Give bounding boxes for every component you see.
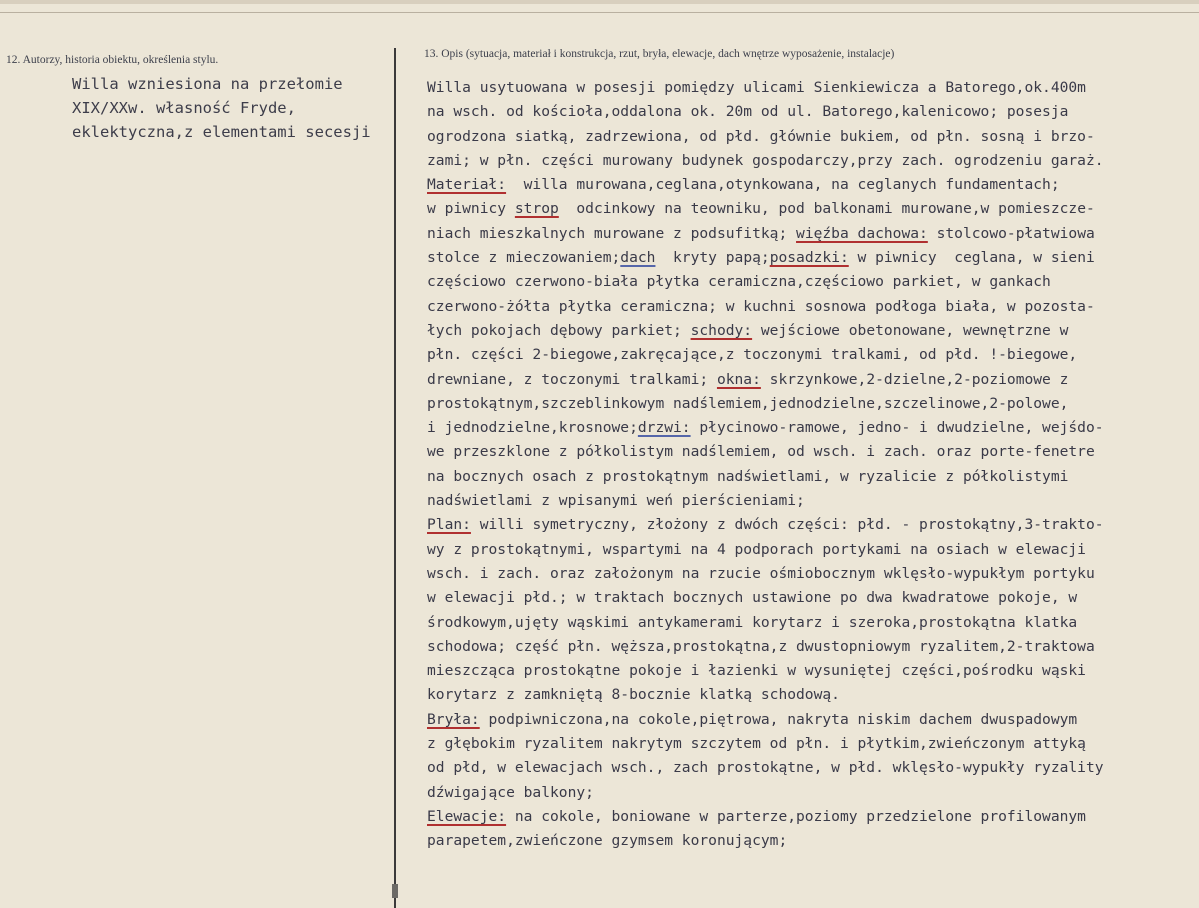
- section-13-header: 13. Opis (sytuacja, materiał i konstrukcja, rzut, bryła, elewacje, dach wnętrze wyposażenie, instalacje): [424, 48, 895, 60]
- desc-line: wy z prostokątnymi, wspartymi na 4 podporach portykami na osiach w elewacji: [427, 540, 1086, 558]
- desc-fragment: płycinowo-ramowe, jedno- i dwudzielne, wejśdo-: [690, 419, 1104, 437]
- keyword-plan: Plan:: [427, 516, 471, 534]
- desc-line: [427, 173, 1197, 197]
- desc-line: schodowa; część płn. węższa,prostokątna,z dwustopniowym ryzalitem,2-traktowa: [427, 637, 1095, 655]
- section-12-header: 12. Autorzy, historia obiektu, określenia stylu.: [6, 54, 219, 66]
- desc-fragment: niach mieszkalnych murowane z podsufitką;: [427, 224, 797, 242]
- desc-fragment: willi symetryczny, złożony z dwóch części: płd. - prostokątny,3-trakto-: [470, 516, 1104, 534]
- keyword-drzwi: drzwi:: [637, 419, 691, 437]
- description-text: [427, 76, 1197, 854]
- desc-line: nadświetlami z wpisanymi weń pierścieniami;: [427, 492, 805, 510]
- desc-line: na wsch. od kościoła,oddalona ok. 20m od ul. Batorego,kalenicowo; posesja: [427, 103, 1069, 121]
- desc-line: płn. części 2-biegowe,zakręcające,z toczonymi tralkami, od płd. !-biegowe,: [427, 346, 1078, 364]
- keyword-strop: strop: [514, 200, 559, 218]
- desc-line: [427, 197, 1197, 221]
- desc-fragment: willa murowana,ceglana,otynkowana, na ceglanych fundamentach;: [506, 176, 1060, 194]
- desc-line: ogrodzona siatką, zadrzewiona, od płd. głównie bukiem, od płn. sosną i brzo-: [427, 127, 1095, 145]
- desc-line: wsch. i zach. oraz założonym na rzucie ośmiobocznym wklęsło-wypukłym portyku: [427, 564, 1095, 582]
- desc-line: Willa usytuowana w posesji pomiędzy ulicami Sienkiewicza a Batorego,ok.400m: [427, 79, 1086, 96]
- desc-fragment: stolcowo-płatwiowa: [927, 224, 1095, 242]
- desc-fragment: wejściowe obetonowane, wewnętrzne w: [752, 321, 1069, 339]
- desc-fragment: i jednodzielne,krosnowe;: [427, 419, 638, 437]
- desc-line: parapetem,zwieńczone gzymsem koronującym;: [427, 832, 788, 850]
- desc-line: zami; w płn. części murowany budynek gospodarczy,przy zach. ogrodzeniu garaż.: [427, 151, 1104, 169]
- desc-fragment: podpiwniczona,na cokole,piętrowa, nakryta niskim dachem dwuspadowym: [479, 710, 1078, 728]
- desc-line: [427, 805, 1197, 829]
- top-rule: [0, 12, 1199, 13]
- desc-line: korytarz z zamkniętą 8-bocznie klatką schodową.: [427, 686, 840, 704]
- desc-line: [427, 246, 1197, 270]
- desc-fragment: drewniane, z toczonymi tralkami;: [427, 370, 717, 388]
- desc-fragment: na cokole, boniowane w parterze,poziomy przedzielone profilowanym: [506, 807, 1086, 825]
- desc-line: częściowo czerwono-biała płytka ceramiczna,częściowo parkiet, w gankach: [427, 273, 1051, 291]
- desc-line: [427, 708, 1197, 732]
- desc-line: od płd, w elewacjach wsch., zach prostokątne, w płd. wklęsło-wypukły ryzality: [427, 759, 1104, 777]
- authors-history-text: [72, 72, 394, 144]
- keyword-dach: dach: [620, 249, 656, 267]
- authors-line: Willa wzniesiona na przełomie: [72, 75, 343, 93]
- desc-fragment: kryty papą;: [655, 249, 770, 267]
- keyword-elewacje: Elewacje:: [427, 807, 507, 825]
- desc-fragment: stolce z mieczowaniem;: [427, 249, 621, 267]
- column-divider: [394, 48, 396, 908]
- desc-line: dźwigające balkony;: [427, 783, 594, 801]
- keyword-wiezba: więźba dachowa:: [796, 224, 928, 242]
- desc-line: czerwono-żółta płytka ceramiczna; w kuchni sosnowa podłoga biała, w pozosta-: [427, 297, 1095, 315]
- desc-fragment: w piwnicy: [427, 200, 515, 218]
- desc-fragment: w piwnicy ceglana, w sieni: [848, 249, 1095, 267]
- desc-line: [427, 222, 1197, 246]
- desc-fragment: skrzynkowe,2-dzielne,2-poziomowe z: [760, 370, 1069, 388]
- divider-mark: [392, 884, 398, 898]
- desc-line: prostokątnym,szczeblinkowym nadślemiem,jednodzielne,szczelinowe,2-polowe,: [427, 394, 1069, 412]
- keyword-posadzki: posadzki:: [769, 249, 849, 267]
- keyword-okna: okna:: [716, 370, 761, 388]
- desc-fragment: odcinkowy na teowniku, pod balkonami murowane,w pomieszcze-: [558, 200, 1095, 218]
- desc-line: na bocznych osach z prostokątnym nadświetlami, w ryzalicie z półkolistymi: [427, 467, 1069, 485]
- desc-line: mieszcząca prostokątne pokoje i łazienki w wysuniętej części,pośrodku wąski: [427, 662, 1086, 680]
- authors-line: eklektyczna,z elementami secesji: [72, 123, 371, 141]
- desc-line: z głębokim ryzalitem nakrytym szczytem od płn. i płytkim,zwieńczonym attyką: [427, 735, 1086, 753]
- desc-line: [427, 319, 1197, 343]
- keyword-schody: schody:: [690, 321, 753, 339]
- desc-line: [427, 368, 1197, 392]
- authors-line: XIX/XXw. własność Fryde,: [72, 99, 296, 117]
- desc-fragment: łych pokojach dębowy parkiet;: [427, 321, 691, 339]
- keyword-bryla: Bryła:: [427, 710, 480, 728]
- desc-line: we przeszklone z półkolistym nadślemiem, od wsch. i zach. oraz porte-fenetre: [427, 443, 1095, 461]
- desc-line: [427, 513, 1197, 537]
- desc-line: [427, 416, 1197, 440]
- desc-line: w elewacji płd.; w traktach bocznych ustawione po dwa kwadratowe pokoje, w: [427, 589, 1078, 607]
- keyword-material: Materiał:: [427, 176, 507, 194]
- desc-line: środkowym,ujęty wąskimi antykamerami korytarz i szeroka,prostokątna klatka: [427, 613, 1078, 631]
